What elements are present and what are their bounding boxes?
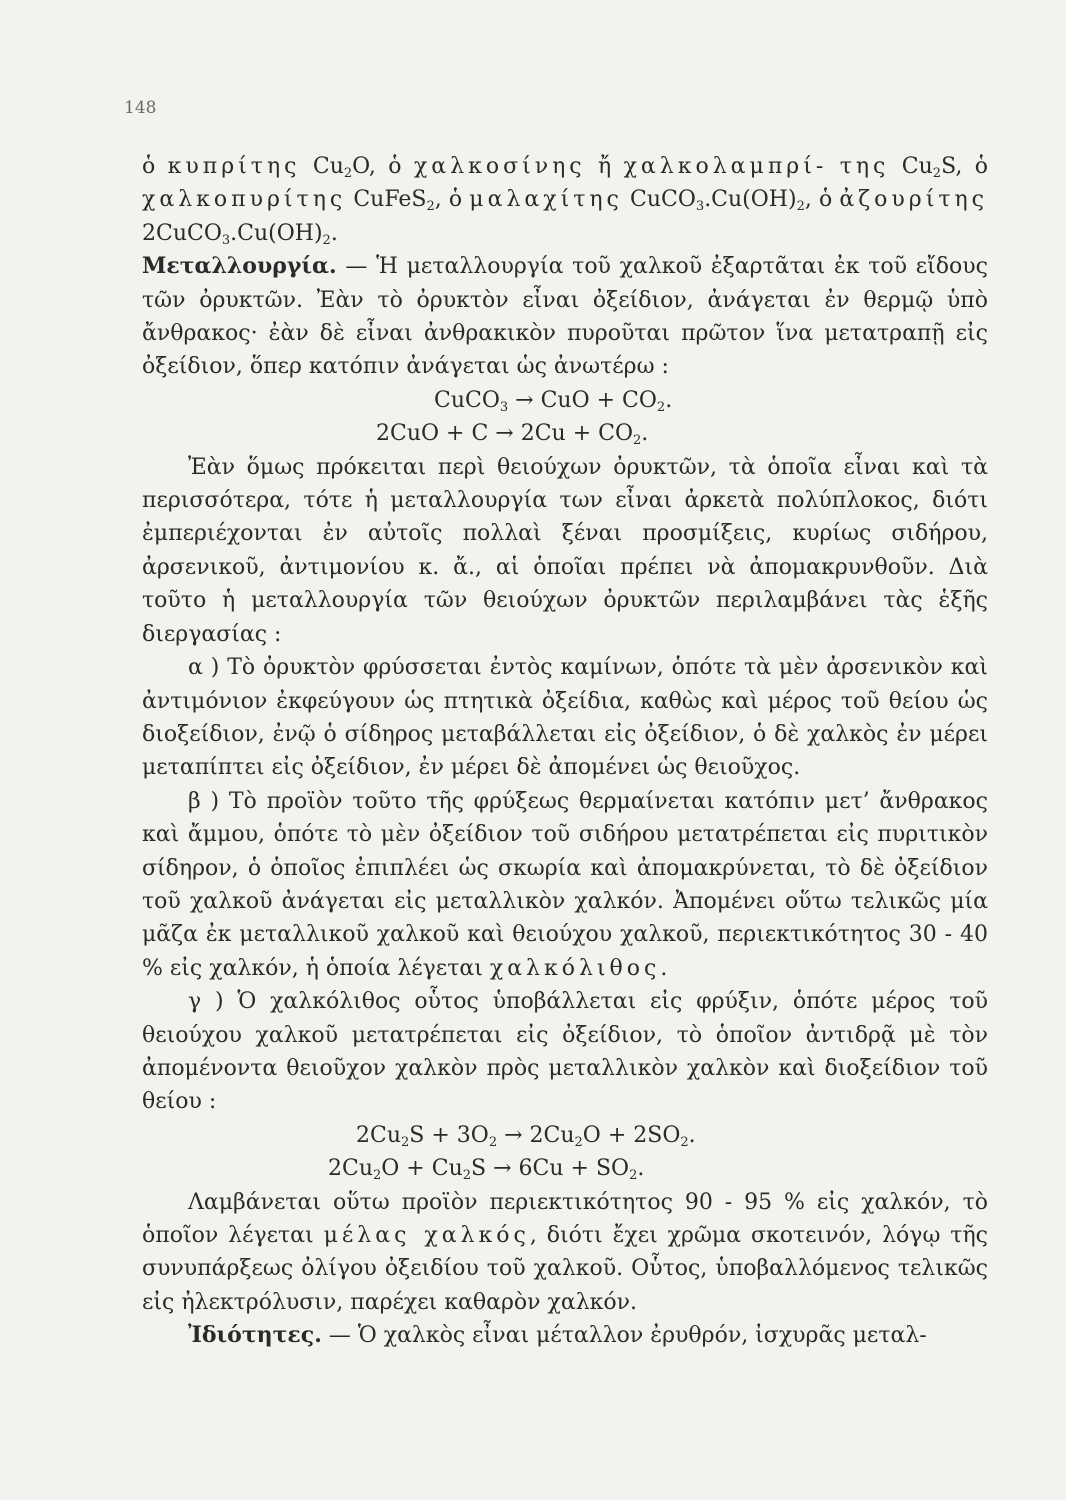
text-run: 2CuCO	[142, 220, 222, 246]
equation-4	[142, 1152, 988, 1185]
text-run: S + 3O	[409, 1122, 489, 1148]
mineral-name: χαλκοπυρίτης	[142, 187, 347, 213]
sulfide-ores-paragraph: Ἐὰν ὅμως πρόκειται περὶ θειούχων ὀρυκτῶν, τὰ ὁποῖα εἶναι καὶ τὰ περισσότερα, τότε ἡ μεταλλουργία των εἶναι ἀρκετὰ πολύπλοκος, διότι ἐμπεριέχονται ἐν αὐτοῖς πολλαὶ ξέναι προσμίξεις, κυρίως σιδήρου, ἀρσενικοῦ, ἀντιμονίου κ. ἄ., αἱ ὁποῖαι πρέπει νὰ ἀπομακρυνθοῦν. Διὰ τοῦτο ἡ μεταλλουργία τῶν θειούχων ὀρυκτῶν περιλαμβάνει τὰς ἑξῆς διεργασίας :	[142, 454, 988, 647]
subscript: 2	[343, 166, 353, 181]
text-run: O + Cu	[381, 1156, 463, 1182]
ores-list-paragraph	[142, 150, 988, 250]
text-run: Cu	[889, 154, 933, 179]
subscript: 2	[373, 1168, 382, 1184]
mineral-name: κυπρίτης	[167, 154, 301, 179]
text-run: O, ὁ	[352, 154, 414, 179]
mineral-name: μαλαχίτης	[469, 187, 623, 213]
text-run: Λαμβάνεται οὕτω προϊὸν περιεκτικότητος 90 - 95 % εἰς χαλκόν, τὸ ὁποῖον λέγεται	[142, 1189, 988, 1248]
text-run: , ὁ	[434, 187, 470, 213]
text-run: CuCO	[622, 187, 696, 213]
subscript: 2	[426, 199, 435, 215]
text-run: .	[665, 387, 673, 413]
text-run: O + 2SO	[582, 1122, 681, 1148]
text-run: .	[330, 220, 338, 246]
subscript: 2	[488, 1134, 498, 1150]
section-heading-properties: Ἰδιότητες.	[188, 1322, 322, 1349]
subscript: 2	[462, 1168, 472, 1184]
properties-paragraph	[142, 1319, 988, 1352]
term-chalcolith: χαλκόλιθος	[489, 955, 661, 981]
text-run: ἤ	[585, 154, 624, 179]
text-run: CuCO	[434, 387, 500, 413]
mineral-name: χαλκοσίνης	[413, 154, 586, 179]
step-c-paragraph: γ ) Ὁ χαλκόλιθος οὗτος ὑποβάλλεται εἰς φρύξιν, ὁπότε μέρος τοῦ θειούχου χαλκοῦ μετατρέπεται εἰς ὀξείδιον, τὸ ὁποῖον ἀντιδρᾷ μὲ τὸν ἀπομένοντα θειοῦχον χαλκὸν πρὸς μεταλλικὸν χαλκὸν καὶ διοξείδιον τοῦ θείου :	[142, 989, 988, 1115]
equation-1	[142, 384, 988, 417]
text-run: 2Cu	[328, 1156, 373, 1182]
text-run: → 2Cu	[497, 1122, 575, 1148]
text-run: 2Cu	[356, 1122, 401, 1148]
subscript: 2	[796, 199, 805, 215]
metallurgy-paragraph	[142, 250, 988, 384]
text-run: .Cu(OH)	[704, 187, 797, 213]
subscript: 2	[932, 166, 942, 181]
subscript: 2	[680, 1134, 689, 1150]
subscript: 2	[574, 1134, 583, 1150]
text-run: — Ἡ μεταλλουργία τοῦ χαλκοῦ ἐξαρτᾶται ἐκ τοῦ εἴδους τῶν ὀρυκτῶν. Ἐὰν τὸ ὀρυκτὸν εἶναι ὀξείδιον, ἀνάγεται ἐν θερμῷ ὑπὸ ἄνθρακος· ἐὰν δὲ εἶναι ἀνθρακικὸν πυροῦται πρῶτον ἵνα μετατραπῇ εἰς ὀξείδιον, ὅπερ κατόπιν ἀνάγεται ὡς ἀνωτέρω :	[142, 254, 988, 380]
step-b-paragraph	[142, 785, 988, 985]
text-run: .	[688, 1122, 696, 1148]
text-run: S → 6Cu + SO	[471, 1156, 630, 1182]
subscript: 2	[401, 1134, 410, 1150]
term-black-copper: μέλας χαλκός	[323, 1223, 530, 1248]
text-run: Cu	[300, 154, 344, 179]
text-run: — Ὁ χαλκὸς εἶναι μέταλλον ἐρυθρόν, ἰσχυρᾶς μεταλ-	[321, 1323, 927, 1349]
text-run: ὁ	[142, 154, 168, 179]
subscript: 3	[499, 399, 509, 415]
subscript: 2	[322, 232, 331, 248]
mineral-name: ἀζουρίτης	[839, 187, 989, 213]
text-run: 2CuO + C → 2Cu + CO	[376, 421, 633, 447]
equation-3	[142, 1119, 988, 1152]
equation-2	[142, 417, 988, 450]
text-run: .Cu(OH)	[230, 220, 323, 246]
text-run: → CuO + CO	[508, 387, 657, 413]
text-run: S, ὁ	[941, 154, 988, 179]
text-run: .	[660, 955, 668, 981]
text-run: , ὁ	[804, 187, 840, 213]
step-a-paragraph: α ) Τὸ ὀρυκτὸν φρύσσεται ἐντὸς καμίνων, ὁπότε τὰ μὲν ἀρσενικὸν καὶ ἀντιμόνιον ἐκφεύγουν ὡς πτητικὰ ὀξείδια, καθὼς καὶ μέρος τοῦ θείου ὡς διοξείδιον, ἐνῷ ὁ σίδηρος μεταβάλλεται εἰς ὀξείδιον, ὁ δὲ χαλκὸς ἐν μέρει μεταπίπτει εἰς ὀξείδιον, ἐν μέρει δὲ ἀπομένει ὡς θειοῦχος.	[142, 655, 988, 781]
mineral-name: της	[839, 154, 890, 179]
mineral-name: χαλκολαμπρί-	[623, 154, 828, 179]
subscript: 3	[221, 232, 231, 248]
text-run: .	[641, 421, 649, 447]
body-text	[142, 150, 988, 1353]
subscript: 2	[656, 399, 666, 415]
subscript: 2	[629, 1168, 638, 1184]
subscript: 3	[695, 199, 705, 215]
section-heading-metallurgy: Μεταλλουργία.	[142, 253, 337, 280]
page-number: 148	[124, 98, 157, 118]
text-run: CuFeS	[346, 187, 427, 213]
subscript: 2	[633, 433, 642, 449]
text-run: .	[637, 1156, 645, 1182]
text-run: β ) Τὸ προϊὸν τοῦτο τῆς φρύξεως θερμαίνεται κατόπιν μετ’ ἄνθρακος καὶ ἄμμου, ὁπότε τὸ μὲν ὀξείδιον τοῦ σιδήρου μετατρέπεται εἰς πυριτικὸν σίδηρον, ὁ ὁποῖος ἐπιπλέει ὡς σκωρία καὶ ἀπομακρύνεται, τὸ δὲ ὀξείδιον τοῦ χαλκοῦ ἀνάγεται εἰς μεταλλικὸν χαλκόν. Ἀπομένει οὕτω τελικῶς μία μᾶζα ἐκ μεταλλικοῦ χαλκοῦ καὶ θειούχου χαλκοῦ, περιεκτικότητος 30 - 40 % εἰς χαλκόν, ἡ ὁποία λέγεται	[142, 788, 988, 981]
text-run: , διότι ἔχει χρῶμα σκοτεινόν, λόγῳ τῆς συνυπάρξεως ὀλίγου ὀξειδίου τοῦ χαλκοῦ. Οὗτος, ὑποβαλλόμενος τελικῶς εἰς ἠλεκτρόλυσιν, παρέχει καθαρὸν χαλκόν.	[142, 1223, 988, 1315]
black-copper-paragraph	[142, 1186, 988, 1320]
